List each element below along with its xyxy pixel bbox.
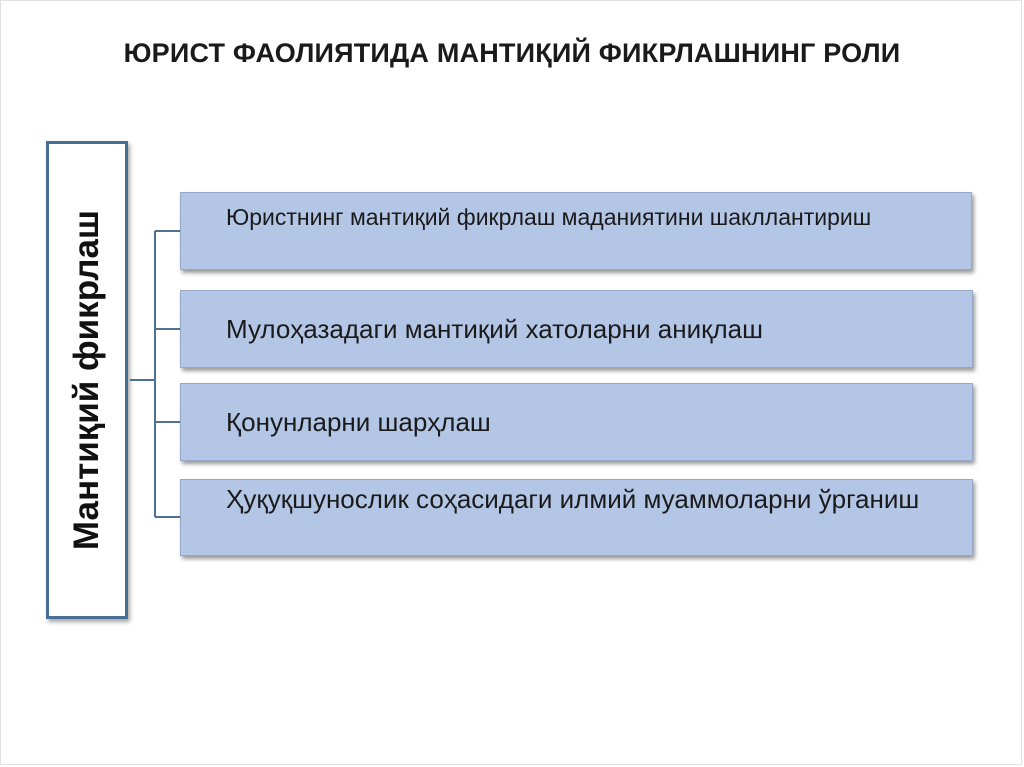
branch-box-3 <box>180 383 973 461</box>
branch-label-3: Қонунларни шарҳлаш <box>226 407 491 437</box>
branch-box-1 <box>180 192 972 270</box>
branch-box-2 <box>180 290 973 368</box>
root-label: Мантиқий фикрлаш <box>67 209 106 551</box>
branch-label-4: Ҳуқуқшунослик соҳасидаги илмий муаммоларни ўрганиш <box>226 484 920 514</box>
branch-label-2: Мулоҳазадаги мантиқий хатоларни аниқлаш <box>226 314 763 344</box>
branch-box-4 <box>180 479 973 556</box>
branch-label-1: Юристнинг мантиқий фикрлаш маданиятини шакллантириш <box>226 204 872 230</box>
slide-title: ЮРИСТ ФАОЛИЯТИДА МАНТИҚИЙ ФИКРЛАШНИНГ РОЛИ <box>123 38 901 68</box>
